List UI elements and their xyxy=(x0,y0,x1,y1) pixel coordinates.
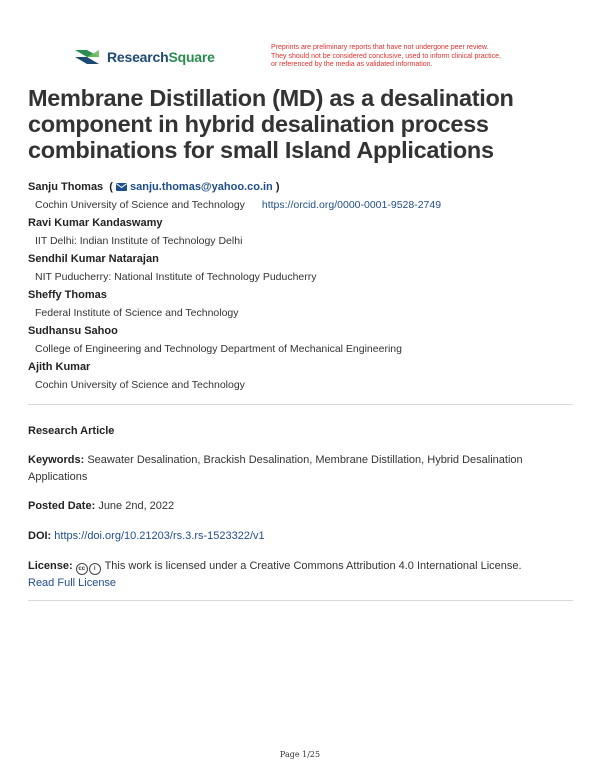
author-affiliation: IIT Delhi: Indian Institute of Technology Delhi xyxy=(35,235,243,247)
license-text: This work is licensed under a Creative Commons Attribution 4.0 International License. xyxy=(104,560,522,572)
posted-date-value: June 2nd, 2022 xyxy=(98,500,175,512)
doi-link[interactable]: https://doi.org/10.21203/rs.3.rs-1523322/v1 xyxy=(54,530,265,542)
author-email[interactable]: sanju.thomas@yahoo.co.in xyxy=(116,181,273,193)
brand-name: ResearchSquare xyxy=(107,49,215,65)
author-affiliation: NIT Puducherry: National Institute of Technology Puducherry xyxy=(35,271,317,283)
doi-label: DOI: xyxy=(28,530,52,542)
preprint-notice xyxy=(271,44,541,70)
author-list xyxy=(28,180,578,396)
notice-line: Preprints are preliminary reports that have not undergone peer review. xyxy=(271,44,489,51)
notice-line: or referenced by the media as validated information. xyxy=(271,61,433,69)
read-full-license-link[interactable]: Read Full License xyxy=(28,577,117,589)
author-affiliation: Federal Institute of Science and Technology xyxy=(35,307,239,319)
author-name: Sheffy Thomas xyxy=(28,289,107,301)
author-name: Ajith Kumar xyxy=(28,361,91,373)
author-name: Sanju Thomas ( sanju.thomas@yahoo.co.in ) xyxy=(28,181,280,193)
license-label: License: xyxy=(28,560,73,572)
author-affiliation: Cochin University of Science and Technology https://orcid.org/0000-0001-9528-2749 xyxy=(35,199,442,211)
author-affiliation: Cochin University of Science and Technology xyxy=(35,379,245,391)
author-name: Sudhansu Sahoo xyxy=(28,325,118,337)
notice-line: They should not be considered conclusive, used to inform clinical practice, xyxy=(271,52,501,60)
doi xyxy=(28,528,576,545)
paper-title: Membrane Distillation (MD) as a desalination component in hybrid desalination process combinations for small Island Applications xyxy=(28,85,514,163)
page-number: Page 1/25 xyxy=(279,750,321,759)
divider xyxy=(28,600,573,601)
posted-date xyxy=(28,498,576,515)
author-affiliation: College of Engineering and Technology Department of Mechanical Engineering xyxy=(35,343,402,355)
license xyxy=(28,558,576,592)
divider xyxy=(28,404,573,405)
research-square-logo-icon xyxy=(74,47,100,67)
orcid-link[interactable]: https://orcid.org/0000-0001-9528-2749 xyxy=(261,199,442,211)
author-name: Sendhil Kumar Natarajan xyxy=(28,253,159,265)
attribution-icon: i xyxy=(89,563,101,575)
keywords-label: Keywords: xyxy=(28,454,85,466)
envelope-icon xyxy=(116,183,127,191)
research-square-logo[interactable] xyxy=(74,47,215,67)
creative-commons-icon: cc xyxy=(76,563,88,575)
posted-date-label: Posted Date: xyxy=(28,500,96,512)
article-type: Research Article xyxy=(28,425,115,437)
keywords xyxy=(28,452,576,486)
keywords-value: Seawater Desalination, Brackish Desalination, Membrane Distillation, Hybrid Desalination Applications xyxy=(28,454,523,483)
author-name: Ravi Kumar Kandaswamy xyxy=(28,217,163,229)
